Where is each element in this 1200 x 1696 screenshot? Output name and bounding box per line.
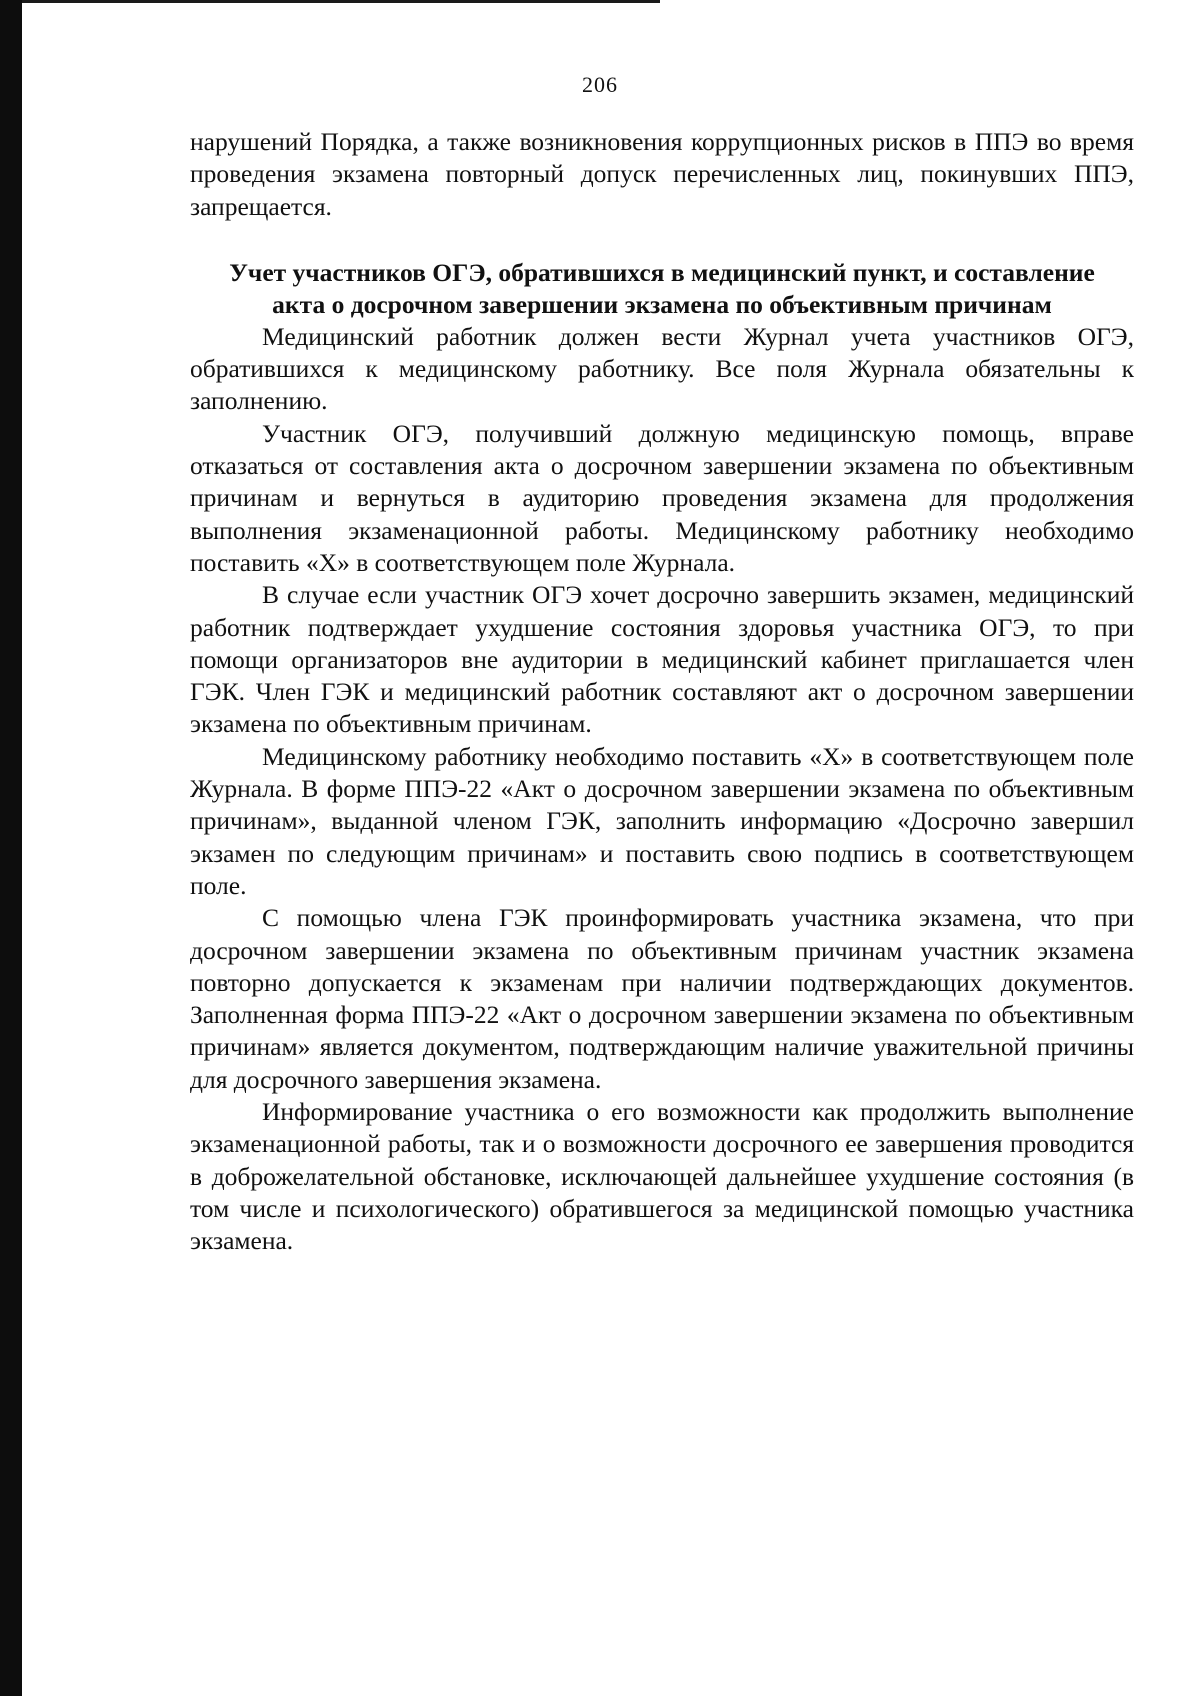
intro-paragraph: нарушений Порядка, а также возникновения коррупционных рисков в ППЭ во время проведения экзамена повторный допуск перечисленных лиц, покинувших ППЭ, запрещается. (190, 127, 1134, 221)
paragraph-early-completion: В случае если участник ОГЭ хочет досрочно завершить экзамен, медицинский работник подтверждает ухудшение состояния здоровья участника ОГЭ, то при помощи организаторов вне аудитории в медицинский кабинет приглашается член ГЭК. Член ГЭК и медицинский работник составляют акт о досрочном завершении экзамена по объективным причинам. (190, 580, 1134, 739)
scan-border-top (0, 0, 660, 3)
paragraph-form-ppe22: Медицинскому работнику необходимо поставить «Х» в соответствующем поле Журнала. В форме ППЭ-22 «Акт о досрочном завершении экзамена по объективным причинам», выданной членом ГЭК, заполнить информацию «Досрочно завершил экзамен по следующим причинам» и поставить свою подпись в соответствующем поле. (190, 741, 1134, 900)
scan-border-left (0, 0, 22, 1696)
paragraph-journal: Медицинский работник должен вести Журнал учета участников ОГЭ, обратившихся к медицинскому работнику. Все поля Журнала обязательны к заполнению. (190, 321, 1134, 416)
paragraph-refusal: Участник ОГЭ, получивший должную медицинскую помощь, вправе отказаться от составления акта о досрочном завершении экзамена по объективным причинам и вернуться в аудиторию проведения экзамена для продолжения выполнения экзаменационной работы. Медицинскому работнику необходимо поставить «Х» в соответствующем поле Журнала. (190, 418, 1134, 577)
page-number: 206 (582, 72, 618, 97)
section-heading: Учет участников ОГЭ, обратившихся в медицинский пункт, и составление акта о досрочном завершении экзамена по объективным причинам (229, 257, 1095, 319)
paragraph-friendly-environment: Информирование участника о его возможности как продолжить выполнение экзаменационной работы, так и о возможности досрочного ее завершения проводится в доброжелательной обстановке, исключающей дальнейшее ухудшение состояния (в том числе и психологического) обратившегося за медицинской помощью участника экзамена. (190, 1097, 1134, 1256)
paragraph-inform-participant: С помощью члена ГЭК проинформировать участника экзамена, что при досрочном завершении экзамена по объективным причинам участник экзамена повторно допускается к экзаменам при наличии подтверждающих документов. Заполненная форма ППЭ-22 «Акт о досрочном завершении экзамена по объективным причинам» является документом, подтверждающим наличие уважительной причины для досрочного завершения экзамена. (190, 903, 1134, 1094)
document-body (190, 126, 1134, 1258)
